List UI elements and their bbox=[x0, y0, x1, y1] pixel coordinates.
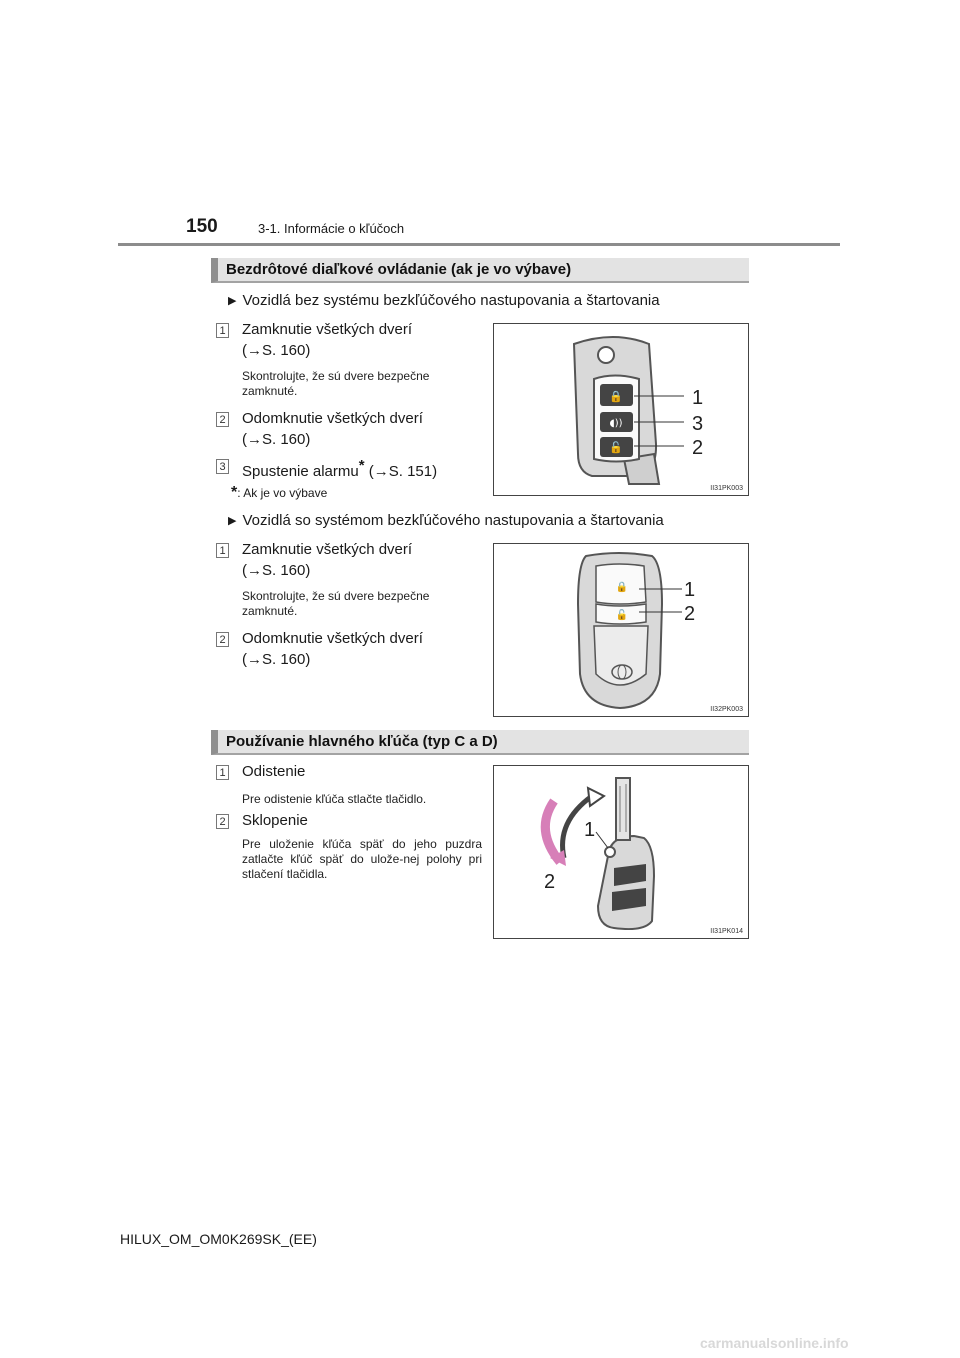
item-number: 1 bbox=[216, 543, 229, 558]
callout-1: 1 bbox=[692, 387, 704, 409]
svg-text:🔒: 🔒 bbox=[609, 390, 623, 403]
callout-3: 3 bbox=[692, 413, 704, 435]
item-note: Skontrolujte, že sú dvere bezpečne zamknuté. bbox=[242, 369, 430, 398]
item-fold: Sklopenie bbox=[242, 812, 308, 829]
section-heading-remote bbox=[211, 258, 749, 283]
document-id: HILUX_OM_OM0K269SK_(EE) bbox=[120, 1231, 317, 1247]
master-key-illustration bbox=[494, 766, 748, 938]
chapter-title: 3-1. Informácie o kľúčoch bbox=[258, 221, 405, 236]
item-lock-all-doors bbox=[242, 539, 412, 581]
remote-key-illustration bbox=[494, 324, 748, 495]
subheading-text: Vozidlá so systémom bezkľúčového nastupovania a štartovania bbox=[242, 512, 664, 529]
footnote-star: * bbox=[358, 457, 365, 474]
callout-1: 1 bbox=[584, 819, 596, 841]
watermark: carmanualsonline.info bbox=[700, 1335, 849, 1351]
item-label: Zamknutie všetkých dverí bbox=[242, 541, 413, 558]
callout-1: 1 bbox=[684, 579, 696, 601]
subheading-without-smart-entry bbox=[228, 292, 660, 309]
item-note: Pre odistenie kľúča stlačte tlačidlo. bbox=[242, 792, 427, 806]
page-reference: (→S. 160) bbox=[242, 431, 311, 448]
item-unlock-all-doors bbox=[242, 628, 423, 670]
svg-text:🔓: 🔓 bbox=[615, 610, 629, 621]
item-number: 2 bbox=[216, 412, 229, 427]
item-note: Skontrolujte, že sú dvere bezpečne zamknuté. bbox=[242, 589, 430, 618]
item-note: Pre uloženie kľúča späť do jeho puzdra zatlačte kľúč späť do ulože-nej polohy pri stlačení tlačidla. bbox=[242, 837, 482, 881]
footnote-mark: * bbox=[231, 484, 238, 501]
callout-2: 2 bbox=[692, 437, 704, 459]
callout-2: 2 bbox=[544, 871, 556, 893]
figure-smart-key bbox=[493, 543, 749, 717]
triangle-bullet-icon: ▶ bbox=[228, 295, 237, 307]
section-heading-master-key bbox=[211, 730, 749, 755]
page-reference: (→S. 160) bbox=[242, 651, 311, 668]
footnote-text: : Ak je vo výbave bbox=[237, 486, 328, 500]
figure-master-key bbox=[493, 765, 749, 939]
page-reference: (→S. 151) bbox=[368, 463, 438, 480]
figure-code: II31PK003 bbox=[710, 485, 743, 492]
page-reference: (→S. 160) bbox=[242, 562, 311, 579]
page-reference: (→S. 160) bbox=[242, 342, 311, 359]
figure-remote-flip-key bbox=[493, 323, 749, 496]
item-release: Odistenie bbox=[242, 763, 306, 780]
item-number: 2 bbox=[216, 632, 229, 647]
figure-code: II32PK003 bbox=[710, 706, 743, 713]
smart-key-illustration bbox=[494, 544, 748, 716]
item-number: 3 bbox=[216, 459, 229, 474]
item-label: Zamknutie všetkých dverí bbox=[242, 321, 413, 338]
item-unlock-all-doors bbox=[242, 408, 423, 450]
item-label: Spustenie alarmu bbox=[242, 463, 359, 480]
item-number: 1 bbox=[216, 765, 229, 780]
item-label: Odomknutie všetkých dverí bbox=[242, 630, 423, 647]
section-heading-text: Bezdrôtové diaľkové ovládanie (ak je vo výbave) bbox=[226, 261, 572, 278]
item-number: 2 bbox=[216, 814, 229, 829]
callout-2: 2 bbox=[684, 603, 696, 625]
item-number: 1 bbox=[216, 323, 229, 338]
svg-text:◖)): ◖)) bbox=[609, 418, 623, 429]
triangle-bullet-icon: ▶ bbox=[228, 515, 237, 527]
subheading-text: Vozidlá bez systému bezkľúčového nastupovania a štartovania bbox=[242, 292, 660, 309]
svg-text:🔓: 🔓 bbox=[609, 441, 623, 454]
footnote bbox=[231, 484, 327, 502]
page-number: 150 bbox=[186, 216, 218, 237]
item-lock-all-doors bbox=[242, 319, 412, 361]
item-panic-alarm bbox=[242, 455, 437, 482]
item-label: Odomknutie všetkých dverí bbox=[242, 410, 423, 427]
subheading-with-smart-entry bbox=[228, 512, 664, 529]
svg-text:🔒: 🔒 bbox=[615, 582, 629, 593]
figure-code: II31PK014 bbox=[710, 928, 743, 935]
header-rule bbox=[118, 243, 840, 246]
section-heading-text: Používanie hlavného kľúča (typ C a D) bbox=[226, 733, 498, 750]
